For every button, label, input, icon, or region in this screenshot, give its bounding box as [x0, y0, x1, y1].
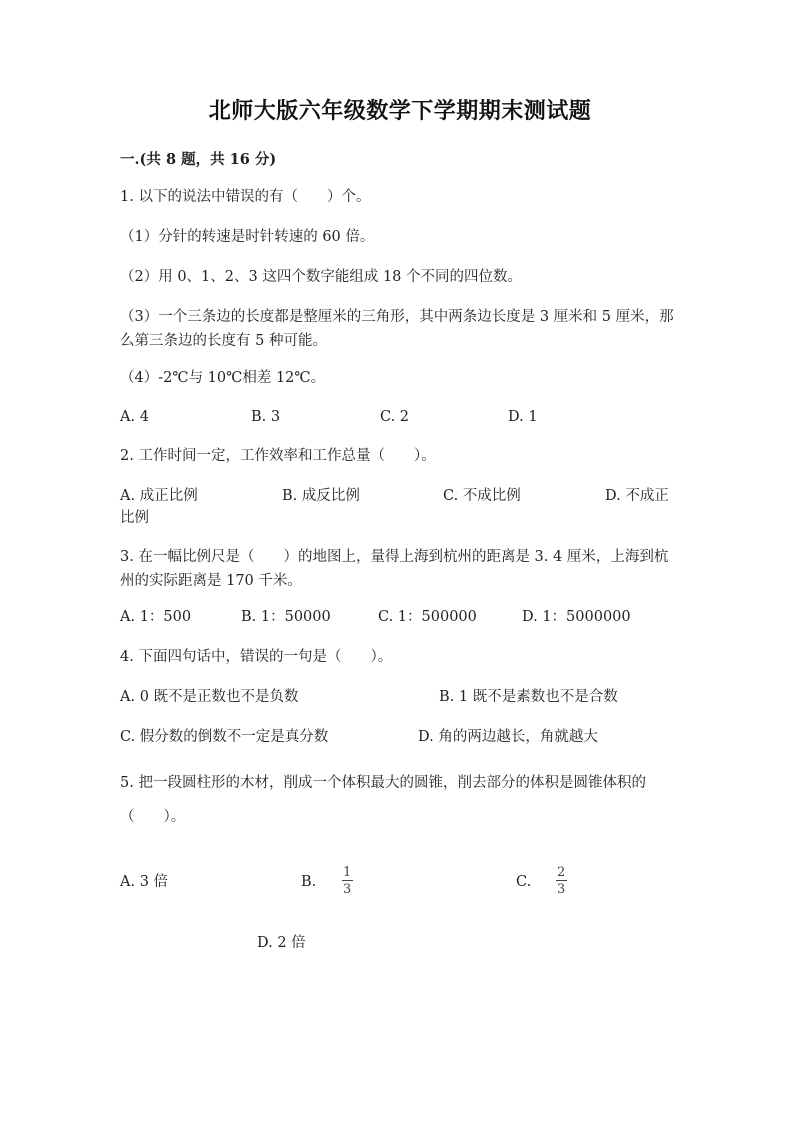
- question-1-stem: 1. 以下的说法中错误的有（ ）个。: [120, 189, 371, 205]
- question-5-option-c-fraction: [555, 866, 567, 896]
- question-5-stem: 5. 把一段圆柱形的木材，削成一个体积最大的圆锥，削去部分的体积是圆锥体积的（ ）。: [120, 775, 646, 825]
- section-heading: 一.(共 8 题，共 16 分): [120, 151, 277, 168]
- question-5-option-b[interactable]: B.: [301, 874, 317, 890]
- fraction-denominator: 3: [557, 882, 566, 897]
- question-1-option-c[interactable]: C. 2: [380, 409, 410, 425]
- question-4-stem: 4. 下面四句话中，错误的一句是（ ）。: [120, 649, 393, 665]
- question-4-option-d[interactable]: D. 角的两边越长，角就越大: [418, 729, 598, 745]
- fraction-denominator: 3: [343, 882, 352, 897]
- question-1-option-a[interactable]: A. 4: [120, 409, 149, 425]
- question-1-option-d[interactable]: D. 1: [508, 409, 538, 425]
- question-1-statement-2: （2）用 0、1、2、3 这四个数字能组成 18 个不同的四位数。: [120, 269, 523, 285]
- fraction-numerator: 1: [343, 865, 352, 880]
- fraction-numerator: 2: [557, 865, 566, 880]
- question-5-option-d[interactable]: D. 2 倍: [257, 935, 306, 951]
- question-2-option-c[interactable]: C. 不成比例: [443, 488, 521, 504]
- question-2-stem: 2. 工作时间一定，工作效率和工作总量（ ）。: [120, 448, 436, 464]
- question-1-option-b[interactable]: B. 3: [251, 409, 281, 425]
- question-1-statement-3: （3）一个三条边的长度都是整厘米的三角形，其中两条边长度是 3 厘米和 5 厘米，那么第三条边的长度有 5 种可能。: [120, 309, 674, 349]
- question-4-option-a[interactable]: A. 0 既不是正数也不是负数: [120, 689, 299, 705]
- question-4-option-c[interactable]: C. 假分数的倒数不一定是真分数: [120, 729, 329, 745]
- question-3-option-a[interactable]: A. 1：500: [120, 609, 192, 625]
- question-2-option-d-continued: 比例: [120, 510, 149, 526]
- question-3-option-c[interactable]: C. 1：500000: [378, 609, 477, 625]
- page-title: 北师大版六年级数学下学期期末测试题: [208, 98, 592, 124]
- question-3-option-b[interactable]: B. 1：50000: [241, 609, 331, 625]
- question-1-statement-4: （4）-2℃与 10℃相差 12℃。: [120, 370, 326, 386]
- question-2-option-a[interactable]: A. 成正比例: [120, 488, 198, 504]
- question-3-option-d[interactable]: D. 1：5000000: [522, 609, 631, 625]
- question-5-option-c[interactable]: C.: [516, 874, 532, 890]
- question-5-option-b-fraction: [341, 866, 353, 896]
- question-4-option-b[interactable]: B. 1 既不是素数也不是合数: [439, 689, 618, 705]
- question-2-option-d[interactable]: D. 不成正: [605, 488, 669, 504]
- question-5-option-a[interactable]: A. 3 倍: [120, 874, 169, 890]
- question-2-option-b[interactable]: B. 成反比例: [282, 488, 360, 504]
- question-3-stem: 3. 在一幅比例尺是（ ）的地图上，量得上海到杭州的距离是 3. 4 厘米，上海到杭州的实际距离是 170 千米。: [120, 549, 669, 589]
- question-1-statement-1: （1）分针的转速是时针转速的 60 倍。: [120, 229, 375, 245]
